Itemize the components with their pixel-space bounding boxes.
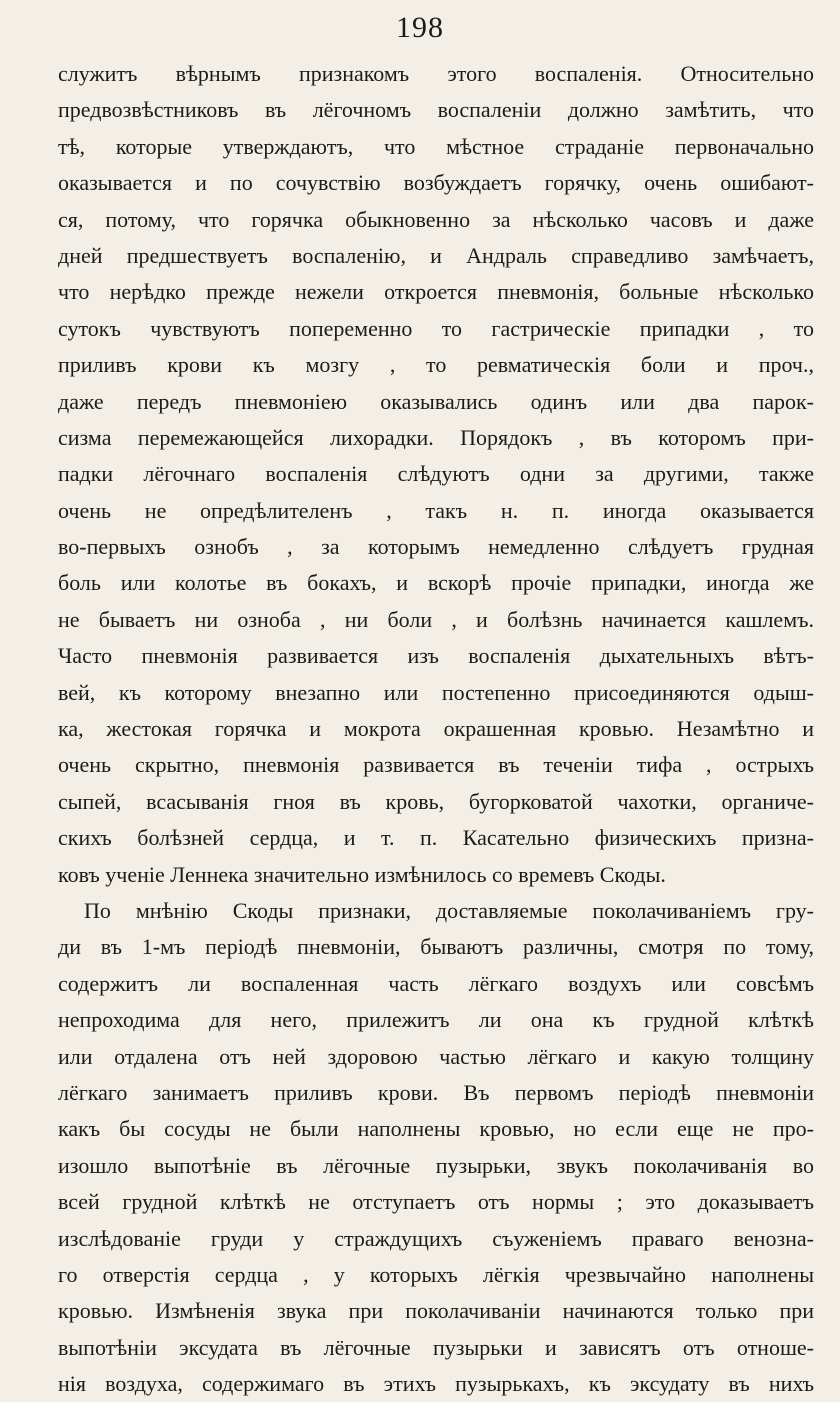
text-line: кровью. Измѣненія звука при поколачиваніи начинаются только при bbox=[58, 1298, 814, 1324]
text-line: Часто пневмонія развивается изъ воспаленія дыхательныхъ вѣтъ- bbox=[58, 643, 814, 669]
text-line: даже передъ пневмоніею оказывались одинъ или два парок- bbox=[58, 388, 814, 414]
text-line: не бываетъ ни озноба , ни боли , и болѣзнь начинается кашлемъ. bbox=[58, 606, 814, 632]
text-line: тѣ, которые утверждаютъ, что мѣстное страданіе первоначально bbox=[58, 133, 814, 159]
text-line: содержитъ ли воспаленная часть лёгкаго воздухъ или совсѣмъ bbox=[58, 970, 814, 996]
text-line: лёгкаго занимаетъ приливъ крови. Въ первомъ періодѣ пневмоніи bbox=[58, 1079, 814, 1105]
text-line: изслѣдованіе груди у страждущихъ съуженіемъ праваго венозна- bbox=[58, 1225, 814, 1251]
text-line: выпотѣніи эксудата въ лёгочные пузырьки и зависятъ отъ отноше- bbox=[58, 1334, 814, 1360]
text-line: ка, жестокая горячка и мокрота окрашенная кровью. Незамѣтно и bbox=[58, 716, 814, 742]
text-line: во-первыхъ ознобъ , за которымъ немедленно слѣдуетъ грудная bbox=[58, 534, 814, 560]
text-line: изошло выпотѣніе въ лёгочные пузырьки, звукъ поколачиванія во bbox=[58, 1152, 814, 1178]
text-line: падки лёгочнаго воспаленія слѣдуютъ одни за другими, также bbox=[58, 461, 814, 487]
text-line: сыпей, всасыванія гноя въ кровь, бугорковатой чахотки, органиче- bbox=[58, 788, 814, 814]
text-line: приливъ крови къ мозгу , то ревматическія боли и проч., bbox=[58, 352, 814, 378]
text-line: ковъ ученіе Леннека значительно измѣнилось со времевъ Скоды. bbox=[58, 861, 666, 887]
text-line: всей грудной клѣткѣ не отступаетъ отъ нормы ; это доказываетъ bbox=[58, 1189, 814, 1215]
text-line: предвозвѣстниковъ въ лёгочномъ воспаленіи должно замѣтить, что bbox=[58, 97, 814, 123]
text-line: дней предшествуетъ воспаленію, и Андраль справедливо замѣчаетъ, bbox=[58, 242, 814, 268]
text-line: оказывается и по сочувствію возбуждаетъ горячку, очень ошибают- bbox=[58, 170, 814, 196]
text-line: ся, потому, что горячка обыкновенно за нѣсколько часовъ и даже bbox=[58, 206, 814, 232]
text-line: нія воздуха, содержимаго въ этихъ пузырькахъ, къ эксудату въ нихъ bbox=[58, 1371, 814, 1397]
text-line: вей, къ которому внезапно или постепенно присоединяются одыш- bbox=[58, 679, 814, 705]
text-line: сутокъ чувствуютъ попеременно то гастрическіе припадки , то bbox=[58, 315, 814, 341]
text-line: очень не опредѣлителенъ , такъ н. п. иногда оказывается bbox=[58, 497, 814, 523]
page-number: 198 bbox=[396, 11, 444, 44]
text-line: сизма перемежающейся лихорадки. Порядокъ , въ которомъ при- bbox=[58, 424, 814, 450]
text-line: боль или колотье въ бокахъ, и вскорѣ прочіе припадки, иногда же bbox=[58, 570, 814, 596]
text-line: го отверстія сердца , у которыхъ лёгкія чрезвычайно наполнены bbox=[58, 1261, 814, 1287]
text-line: служитъ вѣрнымъ признакомъ этого воспаленія. Относительно bbox=[58, 61, 814, 86]
text-line: или отдалена отъ ней здоровою частью лёгкаго и какую толщину bbox=[58, 1043, 814, 1069]
text-line: скихъ болѣзней сердца, и т. п. Касательно физическихъ призна- bbox=[58, 825, 814, 851]
text-line: очень скрытно, пневмонія развивается въ теченіи тифа , острыхъ bbox=[58, 752, 814, 778]
text-line: непроходима для него, прилежитъ ли она къ грудной клѣткѣ bbox=[58, 1007, 814, 1033]
text-line: По мнѣнію Скоды признаки, доставляемые поколачиваніемъ гру- bbox=[84, 897, 814, 923]
text-line: ди въ 1-мъ періодѣ пневмоніи, бываютъ различны, смотря по тому, bbox=[58, 934, 814, 960]
text-line: что нерѣдко прежде нежели откроется пневмонія, больные нѣсколько bbox=[58, 279, 814, 305]
text-line: какъ бы сосуды не были наполнены кровью, но если еще не про- bbox=[58, 1116, 814, 1142]
page-body-text bbox=[58, 56, 814, 1402]
